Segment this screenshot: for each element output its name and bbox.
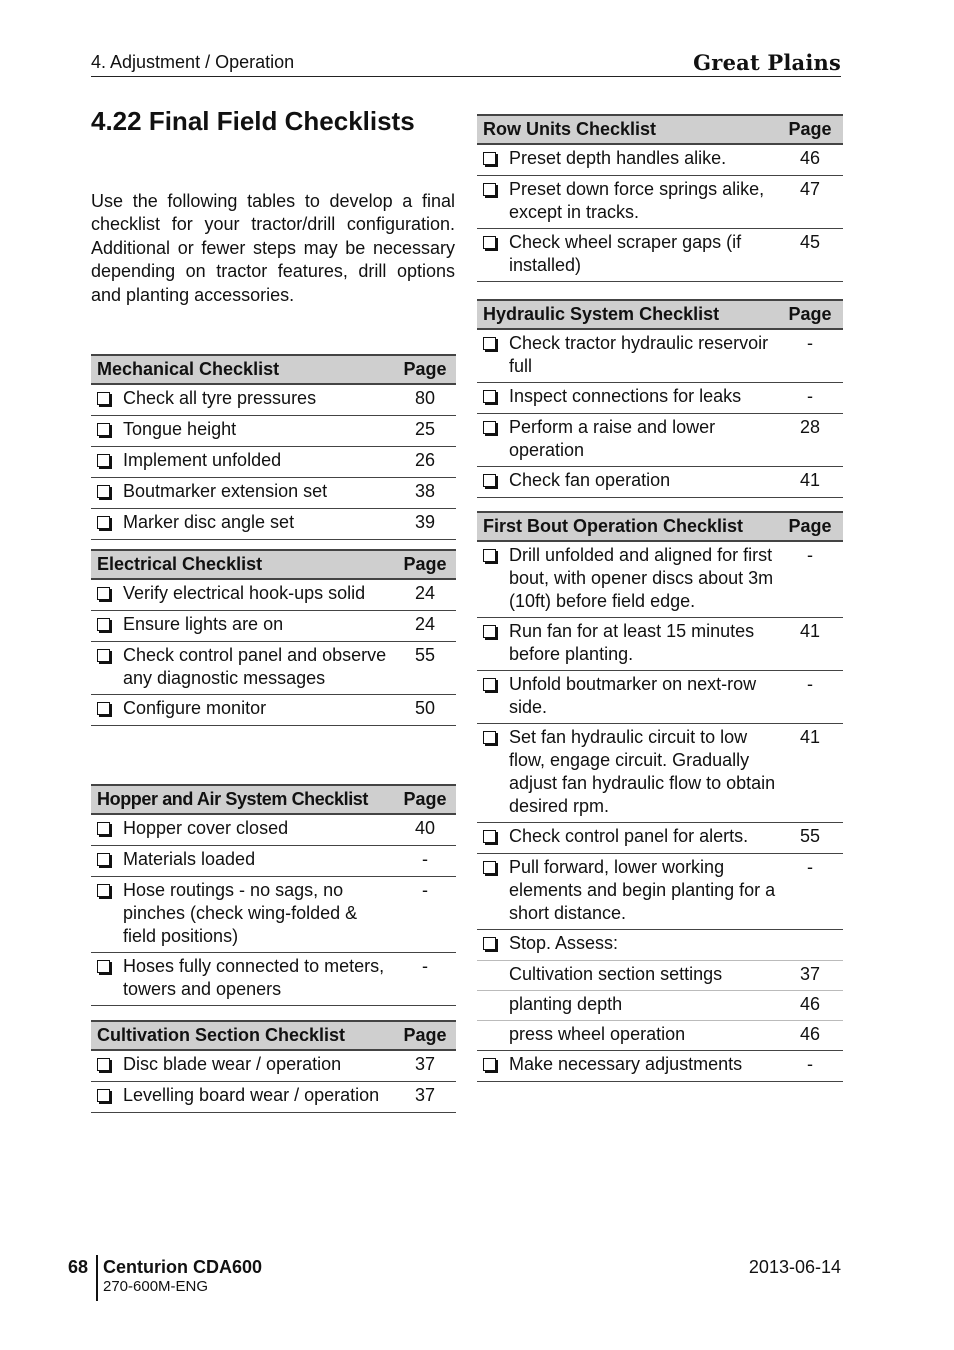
checkbox-cell [477, 930, 509, 961]
checklist-item-page: - [777, 541, 843, 618]
hydraulic-checklist-table [477, 299, 843, 498]
checkbox-cell [91, 416, 123, 447]
checklist-item-text: Marker disc angle set [123, 509, 394, 540]
checklist-row [477, 854, 843, 930]
checklist-item-page: - [777, 329, 843, 383]
checklist-item-page: 37 [394, 1082, 456, 1113]
checklist-row [477, 724, 843, 823]
checklist-item-text: Levelling board wear / operation [123, 1082, 394, 1113]
checklist-item-text: press wheel operation [509, 1021, 777, 1051]
page-title: 4.22 Final Field Checklists [91, 106, 415, 136]
checkbox-icon[interactable] [483, 390, 496, 403]
checkbox-cell [91, 478, 123, 509]
checklist-row [91, 416, 456, 447]
checkbox-cell [477, 1021, 509, 1051]
checkbox-icon[interactable] [483, 1058, 496, 1071]
checklist-item-page: - [394, 953, 456, 1006]
checklist-row [477, 1051, 843, 1082]
checklist-item-text: Stop. Assess: [509, 930, 777, 961]
checklist-item-text: Tongue height [123, 416, 394, 447]
checklist-item-page: 24 [394, 579, 456, 611]
checklist-row [91, 611, 456, 642]
checklist-item-text: Preset down force springs alike, except in tracks. [509, 176, 777, 229]
checklist-item-page: - [394, 846, 456, 877]
checkbox-cell [477, 467, 509, 498]
table-title: Hopper and Air System Checklist [91, 785, 394, 814]
checkbox-icon[interactable] [483, 337, 496, 350]
checkbox-cell [477, 414, 509, 467]
checkbox-cell [477, 383, 509, 414]
checkbox-icon[interactable] [483, 183, 496, 196]
checkbox-cell [91, 579, 123, 611]
checklist-row [477, 991, 843, 1021]
checkbox-icon[interactable] [483, 152, 496, 165]
model-name: Centurion CDA600 [103, 1257, 263, 1277]
checklist-item-page: 41 [777, 724, 843, 823]
checklist-item-text: Disc blade wear / operation [123, 1050, 394, 1082]
checkbox-icon[interactable] [97, 649, 110, 662]
checkbox-icon[interactable] [483, 937, 496, 950]
checkbox-cell [477, 541, 509, 618]
checkbox-icon[interactable] [97, 587, 110, 600]
checklist-item-text: Configure monitor [123, 695, 394, 726]
checklist-item-text: Check tractor hydraulic reservoir full [509, 329, 777, 383]
checkbox-icon[interactable] [97, 1089, 110, 1102]
checklist-item-text: Perform a raise and lower operation [509, 414, 777, 467]
checklist-row [477, 930, 843, 961]
checklist-row [477, 618, 843, 671]
checklist-item-text: Run fan for at least 15 minutes before planting. [509, 618, 777, 671]
page-column-header: Page [777, 512, 843, 541]
checkbox-cell [91, 642, 123, 695]
checklist-row [477, 383, 843, 414]
checklist-row [477, 176, 843, 229]
checklist-item-text: Ensure lights are on [123, 611, 394, 642]
page-column-header: Page [777, 300, 843, 329]
checkbox-icon[interactable] [483, 625, 496, 638]
checklist-row [91, 478, 456, 509]
checklist-row [477, 414, 843, 467]
checkbox-cell [91, 953, 123, 1006]
hopper-air-checklist-table [91, 784, 456, 1006]
table-title: First Bout Operation Checklist [477, 512, 777, 541]
checkbox-cell [91, 611, 123, 642]
checkbox-icon[interactable] [483, 549, 496, 562]
checklist-item-page: 55 [777, 823, 843, 854]
checkbox-cell [91, 1082, 123, 1113]
checklist-row [477, 823, 843, 854]
checklist-row [477, 541, 843, 618]
checklist-row [91, 384, 456, 416]
table-title: Electrical Checklist [91, 550, 394, 579]
checkbox-icon[interactable] [97, 822, 110, 835]
checklist-item-text: Drill unfolded and aligned for first bout, with opener discs about 3m (10ft) before field edge. [509, 541, 777, 618]
page-column-header: Page [394, 355, 456, 384]
checkbox-cell [91, 509, 123, 540]
page-number: 68 [68, 1257, 89, 1277]
checklist-item-page: 38 [394, 478, 456, 509]
checklist-row [477, 229, 843, 282]
checklist-item-text: Hopper cover closed [123, 814, 394, 846]
checkbox-cell [477, 961, 509, 991]
checklist-item-page: 41 [777, 618, 843, 671]
checklist-item-text: Unfold boutmarker on next-row side. [509, 671, 777, 724]
checklist-item-page: 46 [777, 1021, 843, 1051]
checklist-item-text: Hose routings - no sags, no pinches (check wing-folded & field positions) [123, 877, 394, 953]
checklist-item-page: 45 [777, 229, 843, 282]
checkbox-icon[interactable] [97, 423, 110, 436]
checkbox-cell [91, 1050, 123, 1082]
checklist-item-page: 46 [777, 991, 843, 1021]
document-number: 270-600M-ENG [103, 1278, 209, 1295]
checklist-item-page: - [777, 383, 843, 414]
checkbox-icon[interactable] [483, 830, 496, 843]
checklist-row [91, 579, 456, 611]
checklist-item-text: Cultivation section settings [509, 961, 777, 991]
checkbox-icon[interactable] [483, 861, 496, 874]
checklist-row [91, 877, 456, 953]
checkbox-cell [477, 618, 509, 671]
checklist-row [91, 814, 456, 846]
checklist-row [91, 1050, 456, 1082]
electrical-checklist-table [91, 549, 456, 726]
checklist-row [91, 953, 456, 1006]
section-label: 4. Adjustment / Operation [91, 52, 295, 72]
checklist-row [91, 846, 456, 877]
table-title: Mechanical Checklist [91, 355, 394, 384]
checklist-item-page: 46 [777, 144, 843, 176]
checklist-item-text: Set fan hydraulic circuit to low flow, engage circuit. Gradually adjust fan hydraulic flow to obtain desired rpm. [509, 724, 777, 823]
checklist-item-page: 25 [394, 416, 456, 447]
intro-paragraph: Use the following tables to develop a final checklist for your tractor/drill configuration. Additional or fewer steps may be necessary depending on tractor features, drill options and planting accessories. [91, 191, 455, 305]
checkbox-icon[interactable] [483, 236, 496, 249]
checklist-item-page: - [777, 671, 843, 724]
checklist-item-page [777, 930, 843, 961]
checklist-item-page: - [394, 877, 456, 953]
checkbox-cell [91, 877, 123, 953]
checkbox-cell [91, 384, 123, 416]
checklist-item-page: 26 [394, 447, 456, 478]
checkbox-cell [477, 671, 509, 724]
checklist-item-text: Check all tyre pressures [123, 384, 394, 416]
checklist-item-text: Hoses fully connected to meters, towers and openers [123, 953, 394, 1006]
checklist-item-text: Pull forward, lower working elements and begin planting for a short distance. [509, 854, 777, 930]
checkbox-icon[interactable] [483, 731, 496, 744]
table-title: Hydraulic System Checklist [477, 300, 777, 329]
checkbox-cell [477, 176, 509, 229]
mechanical-checklist-table [91, 354, 456, 540]
checkbox-icon[interactable] [483, 474, 496, 487]
page-header [91, 50, 841, 77]
checkbox-cell [477, 991, 509, 1021]
checklist-item-page: - [777, 1051, 843, 1082]
checklist-row [91, 642, 456, 695]
row-units-checklist-table [477, 114, 843, 282]
checklist-item-text: planting depth [509, 991, 777, 1021]
checklist-row [91, 447, 456, 478]
checklist-row [477, 961, 843, 991]
checklist-item-text: Preset depth handles alike. [509, 144, 777, 176]
checklist-item-text: Check control panel and observe any diagnostic messages [123, 642, 394, 695]
checklist-item-text: Materials loaded [123, 846, 394, 877]
publication-date: 2013-06-14 [748, 1257, 841, 1277]
checklist-item-text: Implement unfolded [123, 447, 394, 478]
checklist-item-page: 47 [777, 176, 843, 229]
checkbox-icon[interactable] [97, 702, 110, 715]
checklist-item-text: Check control panel for alerts. [509, 823, 777, 854]
checkbox-cell [477, 229, 509, 282]
checklist-item-page: - [777, 854, 843, 930]
checklist-item-page: 50 [394, 695, 456, 726]
checkbox-cell [477, 1051, 509, 1082]
checklist-item-page: 80 [394, 384, 456, 416]
table-title: Row Units Checklist [477, 115, 777, 144]
checklist-item-page: 37 [777, 961, 843, 991]
footer-divider [96, 1255, 98, 1301]
checkbox-cell [477, 854, 509, 930]
checkbox-icon[interactable] [483, 678, 496, 691]
checkbox-cell [477, 823, 509, 854]
page-column-header: Page [777, 115, 843, 144]
checklist-item-text: Inspect connections for leaks [509, 383, 777, 414]
checkbox-icon[interactable] [97, 618, 110, 631]
page-column-header: Page [394, 1021, 456, 1050]
checklist-item-page: 39 [394, 509, 456, 540]
checklist-item-page: 55 [394, 642, 456, 695]
first-bout-checklist-table [477, 511, 843, 1082]
brand-logo: Great Plains [693, 50, 841, 75]
checkbox-cell [477, 724, 509, 823]
table-title: Cultivation Section Checklist [91, 1021, 394, 1050]
checklist-row [91, 509, 456, 540]
checkbox-icon[interactable] [97, 485, 110, 498]
checklist-item-page: 24 [394, 611, 456, 642]
checkbox-cell [91, 814, 123, 846]
checklist-item-page: 40 [394, 814, 456, 846]
checklist-row [477, 144, 843, 176]
checkbox-icon[interactable] [97, 454, 110, 467]
cultivation-checklist-table [91, 1020, 456, 1113]
checklist-item-text: Boutmarker extension set [123, 478, 394, 509]
checkbox-icon[interactable] [97, 884, 110, 897]
checkbox-cell [477, 329, 509, 383]
checklist-row [477, 671, 843, 724]
checklist-item-text: Make necessary adjustments [509, 1051, 777, 1082]
checkbox-icon[interactable] [97, 516, 110, 529]
checklist-item-page: 37 [394, 1050, 456, 1082]
checkbox-cell [477, 144, 509, 176]
checkbox-icon[interactable] [97, 1058, 110, 1071]
checklist-row [91, 695, 456, 726]
checklist-row [91, 1082, 456, 1113]
checklist-item-text: Check wheel scraper gaps (if installed) [509, 229, 777, 282]
checkbox-cell [91, 447, 123, 478]
page-column-header: Page [394, 785, 456, 814]
checkbox-icon[interactable] [97, 392, 110, 405]
checklist-item-text: Check fan operation [509, 467, 777, 498]
checkbox-icon[interactable] [97, 853, 110, 866]
checkbox-icon[interactable] [483, 421, 496, 434]
checkbox-cell [91, 695, 123, 726]
checkbox-icon[interactable] [97, 960, 110, 973]
checklist-row [477, 467, 843, 498]
checklist-item-page: 28 [777, 414, 843, 467]
checklist-row [477, 329, 843, 383]
page-column-header: Page [394, 550, 456, 579]
checkbox-cell [91, 846, 123, 877]
checklist-row [477, 1021, 843, 1051]
checklist-item-text: Verify electrical hook-ups solid [123, 579, 394, 611]
checklist-item-page: 41 [777, 467, 843, 498]
